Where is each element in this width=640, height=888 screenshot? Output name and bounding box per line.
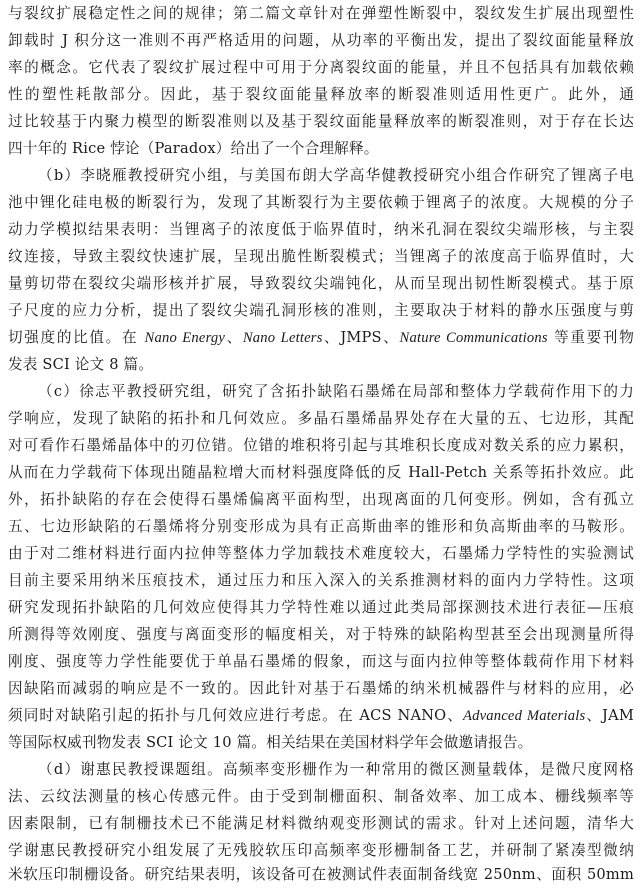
text-line: 学谢惠民教授研究小组发展了无残胶软压印高频率变形栅制备工艺，并研制了紧凑型微纳 <box>8 842 634 859</box>
text-line: 因缺陷而减弱的响应是不一致的。因此针对基于石墨烯的纳米机械器件与材料的应用，必 <box>8 680 634 697</box>
text-line: 因素限制，已有制栅技术已不能满足材料微纳观变形测试的需求。针对上述问题，清华大 <box>8 815 634 832</box>
text-line: 切强度的比值。在 Nano Energy、Nano Letters、JMPS、Nature Communications 等重要刊物 <box>8 329 634 346</box>
paragraph-start-line: （d）谢惠民教授课题组。高频率变形栅作为一种常用的微区测量载体，是微尺度网格 <box>38 761 634 778</box>
text-line: 子尺度的应力分析，提出了裂纹尖端孔洞形核的准则，主要取决于材料的静水压强度与剪 <box>8 302 634 319</box>
text-line: 等国际权威刊物发表 SCI 论文 10 篇。相关结果在美国材料学年会做邀请报告。 <box>8 734 533 751</box>
text-line: 卸载时 J 积分这一准则不再严格适用的问题，从功率的平衡出发，提出了裂纹面能量释放 <box>8 32 634 49</box>
text-line: 过比较基于内聚力模型的断裂准则以及基于裂纹面能量释放率的断裂准则，对于存在长达 <box>8 113 634 130</box>
text-line: 动力学模拟结果表明：当锂离子的浓度低于临界值时，纳米孔洞在裂纹尖端形核，与主裂 <box>8 221 634 238</box>
text-line: 性的塑性耗散部分。因此，基于裂纹面能量释放率的断裂准则适用性更广。此外，通 <box>8 86 634 103</box>
text-line: 从而在力学载荷下体现出随晶粒增大而材料强度降低的反 Hall-Petch 关系等拓扑效应。此 <box>8 464 634 481</box>
text-line: 由于对二维材料进行面内拉伸等整体力学加载技术难度较大，石墨烯力学特性的实验测试 <box>8 545 634 562</box>
text-line: 学响应，发现了缺陷的拓扑和几何效应。多晶石墨烯晶界处存在大量的五、七边形，其配 <box>8 410 634 427</box>
text-line: 五、七边形缺陷的石墨烯将分别变形成为具有正高斯曲率的锥形和负高斯曲率的马鞍形。 <box>8 518 634 535</box>
text-line: 与裂纹扩展稳定性之间的规律；第二篇文章针对在弹塑性断裂中，裂纹发生扩展出现塑性 <box>8 5 634 22</box>
text-line: 法、云纹法测量的核心传感元件。由于受到制栅面积、制备效率、加工成本、栅线频率等 <box>8 788 634 805</box>
text-line: 量剪切带在裂纹尖端形核并扩展，导致裂纹尖端钝化，从而呈现出韧性断裂模式。基于原 <box>8 275 634 292</box>
text-line: 须同时对缺陷引起的拓扑与几何效应进行考虑。在 ACS NANO、Advanced Materials、JAM <box>8 707 634 724</box>
text-line: 发表 SCI 论文 8 篇。 <box>8 356 154 373</box>
text-line: 刚度、强度等力学性能要优于单晶石墨烯的假象，而这与面内拉伸等整体载荷作用下材料 <box>8 653 634 670</box>
text-line: 纹连接，导致主裂纹快速扩展，呈现出脆性断裂模式；当锂离子的浓度高于临界值时，大 <box>8 248 634 265</box>
text-line: 率的概念。它代表了裂纹扩展过程中可用于分离裂纹面的能量，并且不包括具有加载依赖 <box>8 59 634 76</box>
text-line: 所测得等效刚度、强度与离面变形的幅度相关，对于特殊的缺陷构型甚至会出现测量所得 <box>8 626 634 643</box>
paragraph-start-line: （b）李晓雁教授研究小组，与美国布朗大学高华健教授研究小组合作研究了锂离子电 <box>38 167 634 184</box>
paragraph-start-line: （c）徐志平教授研究组，研究了含拓扑缺陷石墨烯在局部和整体力学载荷作用下的力 <box>38 383 634 400</box>
text-line: 池中锂化硅电极的断裂行为，发现了其断裂行为主要依赖于锂离子的浓度。大规模的分子 <box>8 194 634 211</box>
text-line: 外，拓扑缺陷的存在会使得石墨烯偏离平面构型，出现离面的几何变形。例如，含有孤立 <box>8 491 634 508</box>
text-line: 目前主要采用纳米压痕技术，通过压力和压入深入的关系推测材料的面内力学特性。这项 <box>8 572 634 589</box>
text-line: 研究发现拓扑缺陷的几何效应使得其力学特性难以通过此类局部探测技术进行表征—压痕 <box>8 599 634 616</box>
text-line: 四十年的 Rice 悖论（Paradox）给出了一个合理解释。 <box>8 140 379 157</box>
text-line: 米软压印制栅设备。研究结果表明，该设备可在被测试件表面制备线宽 250nm、面积 50mm <box>8 866 634 883</box>
text-line: 对可看作石墨烯晶体中的刃位错。位错的堆积将引起与其堆积长度成对数关系的应力累积， <box>8 437 634 454</box>
